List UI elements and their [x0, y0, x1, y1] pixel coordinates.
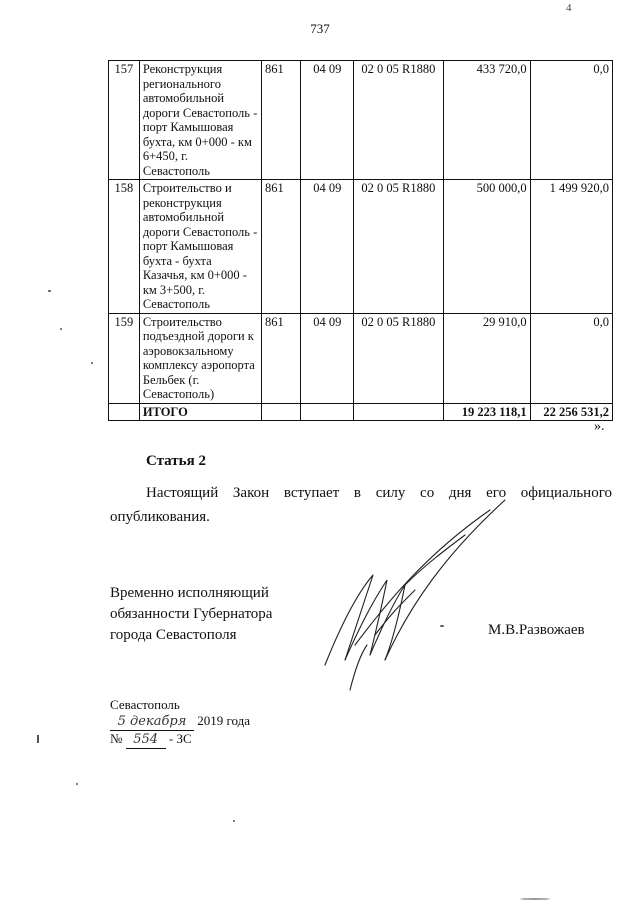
object-name: Строительство подъездной дороги к аэровокзальному комплексу аэропорта Бельбек (г. Севастополь)	[139, 313, 261, 403]
page-number: 737	[310, 21, 330, 36]
budget-table	[108, 60, 613, 421]
row-number: 157	[109, 61, 140, 180]
place-date-block	[110, 697, 250, 749]
article-text-line1: Настоящий Закон вступает в силу со дня его официального	[146, 485, 612, 501]
article-title: Статья 2	[146, 453, 206, 469]
section-code: 04 09	[301, 61, 354, 180]
amount-2020: 500 000,0	[443, 180, 530, 314]
scan-speck	[37, 735, 39, 743]
article-text-line2: опубликования.	[110, 509, 210, 525]
closing-quote: ».	[594, 419, 605, 434]
scan-speck	[520, 898, 550, 900]
amount-2021: 0,0	[530, 313, 612, 403]
object-name: Строительство и реконструкция автомобильной дороги Севастополь - порт Камышовая бухта - бухта Казачья, км 0+000 - км 3+500, г. Севастополь	[139, 180, 261, 314]
total-label: ИТОГО	[139, 403, 261, 421]
number-suffix: - ЗС	[168, 731, 192, 746]
total-row	[109, 403, 613, 421]
city: Севастополь	[110, 697, 180, 712]
corner-mark: 4	[566, 2, 572, 14]
number-sign: №	[110, 731, 123, 746]
csr-code: 02 0 05 R1880	[354, 61, 443, 180]
csr-code: 02 0 05 R1880	[354, 313, 443, 403]
object-name: Реконструкция регионального автомобильной дороги Севастополь - порт Камышовая бухта, км 0+000 - км 6+450, г. Севастополь	[139, 61, 261, 180]
csr-code: 02 0 05 R1880	[354, 180, 443, 314]
scan-speck	[76, 783, 78, 785]
ved-code: 861	[261, 61, 301, 180]
scan-speck	[233, 820, 235, 822]
total-2020: 19 223 118,1	[443, 403, 530, 421]
year-text: 2019 года	[197, 713, 251, 728]
table-row	[109, 61, 613, 180]
scan-speck	[440, 625, 444, 627]
amount-2020: 433 720,0	[443, 61, 530, 180]
scan-speck	[48, 290, 51, 292]
section-code: 04 09	[301, 313, 354, 403]
amount-2021: 0,0	[530, 61, 612, 180]
handwritten-signature	[315, 495, 515, 695]
ved-code: 861	[261, 180, 301, 314]
amount-2020: 29 910,0	[443, 313, 530, 403]
row-number: 159	[109, 313, 140, 403]
table-row	[109, 313, 613, 403]
row-number: 158	[109, 180, 140, 314]
amount-2021: 1 499 920,0	[530, 180, 612, 314]
table-row	[109, 180, 613, 314]
scan-speck	[60, 328, 62, 330]
total-2021: 22 256 531,2	[530, 403, 612, 421]
handwritten-number: 554	[126, 732, 166, 749]
signer-position: Временно исполняющий обязанности Губернатора города Севастополя	[110, 585, 273, 643]
signer-name: М.В.Развожаев	[488, 622, 585, 638]
ved-code: 861	[261, 313, 301, 403]
scan-speck	[91, 362, 93, 364]
section-code: 04 09	[301, 180, 354, 314]
handwritten-date: 5 декабря	[110, 714, 194, 731]
